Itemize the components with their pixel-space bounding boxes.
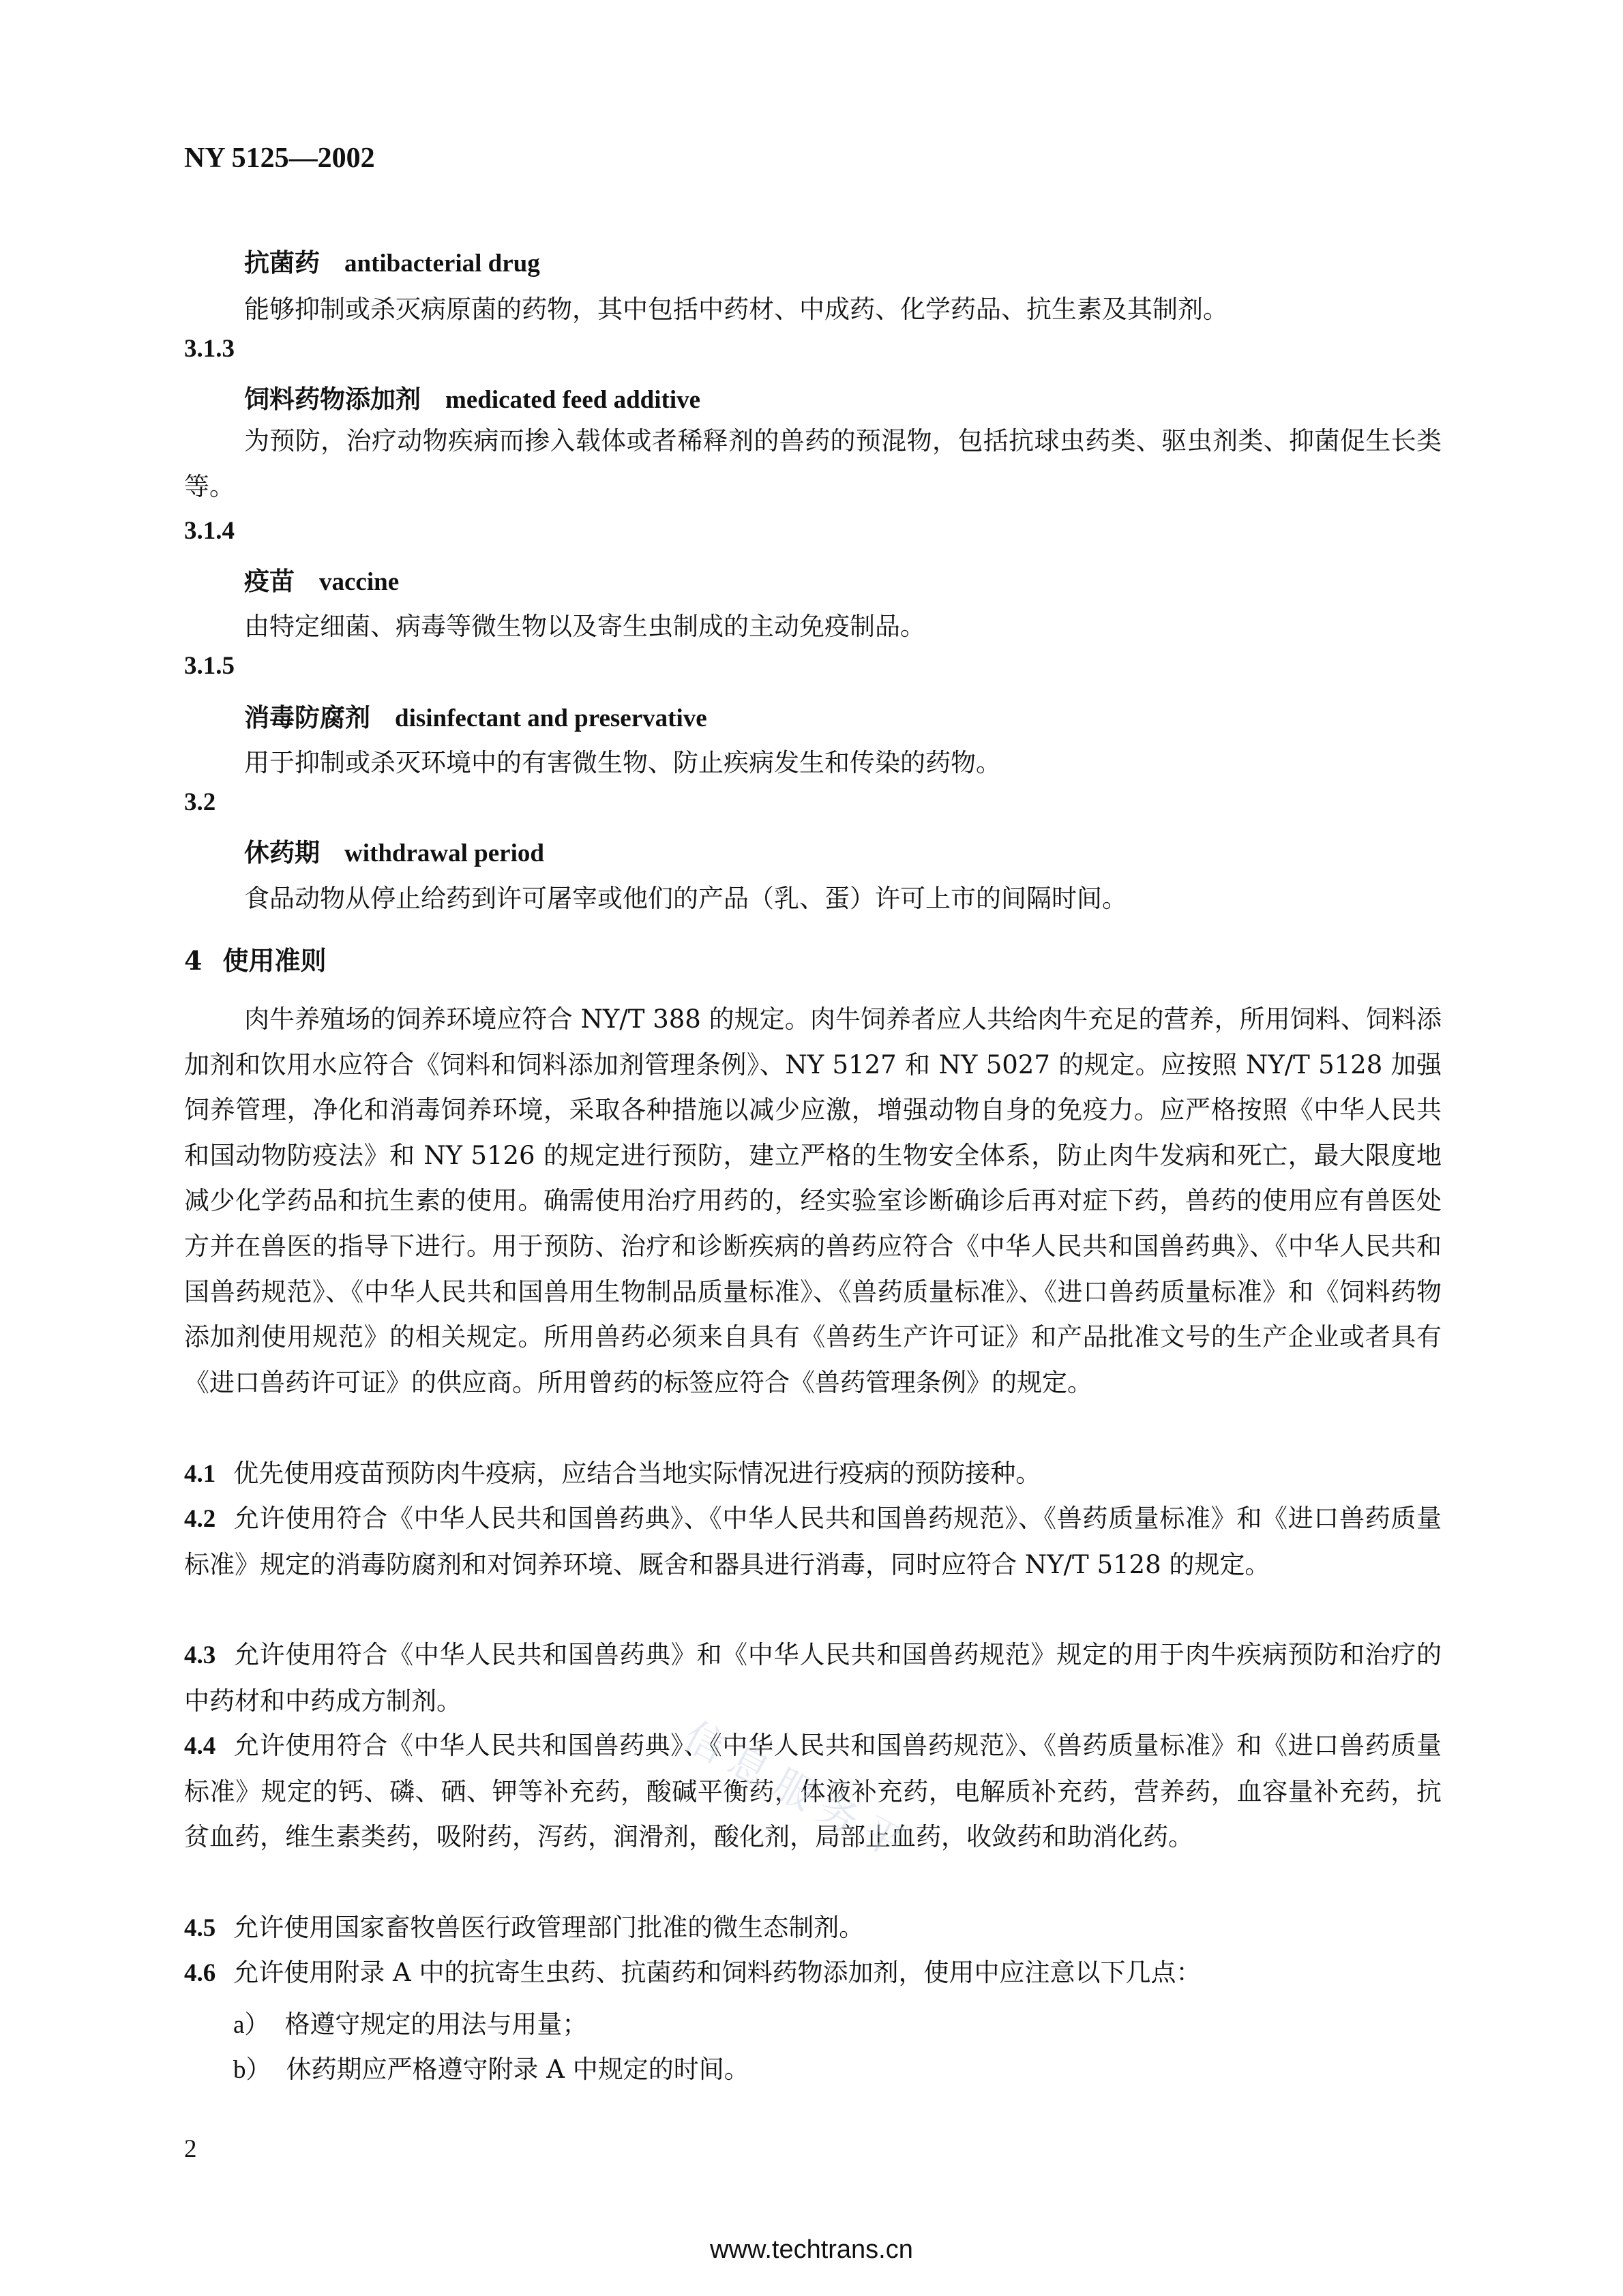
term-vaccine (244, 561, 399, 597)
clause-number: 3.1.5 (184, 652, 235, 680)
clause-number: 3.1.4 (184, 517, 235, 545)
term-definition: 能够抑制或杀灭病原菌的药物，其中包括中药材、中成药、化学药品、抗生素及其制剂。 (244, 295, 1228, 324)
clause-number: 4.2 (184, 1505, 216, 1533)
term-en: vaccine (319, 568, 400, 596)
term-en: antibacterial drug (344, 250, 540, 278)
footer-url: www.techtrans.cn (710, 2235, 913, 2264)
term-en: medicated feed additive (445, 386, 701, 414)
term-medicated-feed-additive (244, 378, 700, 415)
clause-text: 允许使用国家畜牧兽医行政管理部门批准的微生态制剂。 (233, 1913, 865, 1942)
section-intro-paragraph: 肉牛养殖场的饲养环境应符合 NY/T 388 的规定。肉牛饲养者应人共给肉牛充足的营养，所用饲料、饲料添加剂和饮用水应符合《饲料和饲料添加剂管理条例》、NY 5127 和 NY 5027 的规定。应按照 NY/T 5128 加强饲养管理，净化和消毒饲养环境，采取各种措施以减少应激，增强动物自身的免疫力。应严格按照《中华人民共和国动物防疫法》和 NY 5126 的规定进行预防，建立严格的生物安全体系，防止肉牛发病和死亡，最大限度地减少化学药品和抗生素的使用。确需使用治疗用药的，经实验室诊断确诊后再对症下药，兽药的使用应有兽医处方并在兽医的指导下进行。用于预防、治疗和诊断疾病的兽药应符合《中华人民共和国兽药典》、《中华人民共和国兽药规范》、《中华人民共和国兽用生物制品质量标准》、《兽药质量标准》、《进口兽药质量标准》和《饲料药物添加剂使用规范》的相关规定。所用兽药必须来自具有《兽药生产许可证》和产品批准文号的生产企业或者具有《进口兽药许可证》的供应商。所用曾药的标签应符合《兽药管理条例》的规定。 (184, 1004, 1442, 1397)
clause-number: 4.3 (184, 1641, 216, 1669)
clause-number: 4.1 (184, 1460, 216, 1488)
term-en: disinfectant and preservative (395, 704, 707, 732)
watermark: 信息服务平 (676, 1712, 921, 1873)
section-number: 4 (184, 945, 203, 976)
clause-4-2 (184, 1496, 1442, 1587)
term-antibacterial-drug (244, 242, 540, 279)
term-zh: 饲料药物添加剂 (244, 384, 421, 414)
term-zh: 疫苗 (244, 566, 295, 596)
list-item (233, 2048, 749, 2085)
term-definition: 用于抑制或杀灭环境中的有害微生物、防止疾病发生和传染的药物。 (244, 748, 1001, 777)
list-marker: b） (233, 2056, 271, 2084)
term-withdrawal-period (244, 832, 544, 869)
clause-text: 允许使用附录 A 中的抗寄生虫药、抗菌药和饲料药物添加剂，使用中应注意以下几点： (233, 1958, 1202, 1987)
standard-code: NY 5125—2002 (184, 143, 375, 174)
term-zh: 消毒防腐剂 (244, 702, 370, 732)
term-definition: 由特定细菌、病毒等微生物以及寄生虫制成的主动免疫制品。 (244, 612, 925, 641)
section-title: 使用准则 (222, 945, 327, 976)
term-zh: 休药期 (244, 837, 320, 867)
section-heading (184, 940, 326, 977)
clause-number: 3.2 (184, 788, 216, 816)
term-definition: 为预防，治疗动物疾病而掺入载体或者稀释剂的兽药的预混物，包括抗球虫药类、驱虫剂类、抑菌促生长类等。 (184, 426, 1442, 501)
clause-text: 允许使用符合《中华人民共和国兽药典》、《中华人民共和国兽药规范》、《兽药质量标准》和《进口兽药质量标准》规定的消毒防腐剂和对饲养环境、厩舍和器具进行消毒，同时应符合 NY/T 5128 的规定。 (184, 1504, 1442, 1579)
clause-number: 4.4 (184, 1732, 216, 1760)
clause-text: 允许使用符合《中华人民共和国兽药典》、《中华人民共和国兽药规范》、《兽药质量标准》和《进口兽药质量标准》规定的钙、磷、硒、钾等补充药，酸碱平衡药，体液补充药，电解质补充药，营养药，血容量补充药，抗贫血药，维生素类药，吸附药，泻药，润滑剂，酸化剂，局部止血药，收敛药和助消化药。 (184, 1731, 1442, 1852)
clause-number: 3.1.3 (184, 335, 235, 363)
clause-4-1 (184, 1451, 1442, 1497)
term-en: withdrawal period (344, 839, 544, 867)
list-marker: a） (233, 2011, 270, 2039)
clause-text: 允许使用符合《中华人民共和国兽药典》和《中华人民共和国兽药规范》规定的用于肉牛疾病预防和治疗的中药材和中药成方制剂。 (184, 1640, 1442, 1716)
list-text: 休药期应严格遵守附录 A 中规定的时间。 (286, 2055, 749, 2084)
list-item (233, 2003, 587, 2040)
term-definition: 食品动物从停止给药到许可屠宰或他们的产品（乳、蛋）许可上市的间隔时间。 (244, 884, 1127, 913)
clause-4-5 (184, 1905, 1442, 1952)
clause-number: 4.5 (184, 1914, 216, 1942)
page-number: 2 (184, 2135, 197, 2163)
term-disinfectant (244, 697, 707, 734)
term-zh: 抗菌药 (244, 248, 320, 278)
list-text: 格遵守规定的用法与用量； (284, 2010, 588, 2039)
clause-4-3 (184, 1632, 1442, 1724)
clause-text: 优先使用疫苗预防肉牛疫病，应结合当地实际情况进行疫病的预防接种。 (233, 1459, 1041, 1488)
clause-4-6 (184, 1950, 1442, 1997)
clause-number: 4.6 (184, 1959, 216, 1987)
